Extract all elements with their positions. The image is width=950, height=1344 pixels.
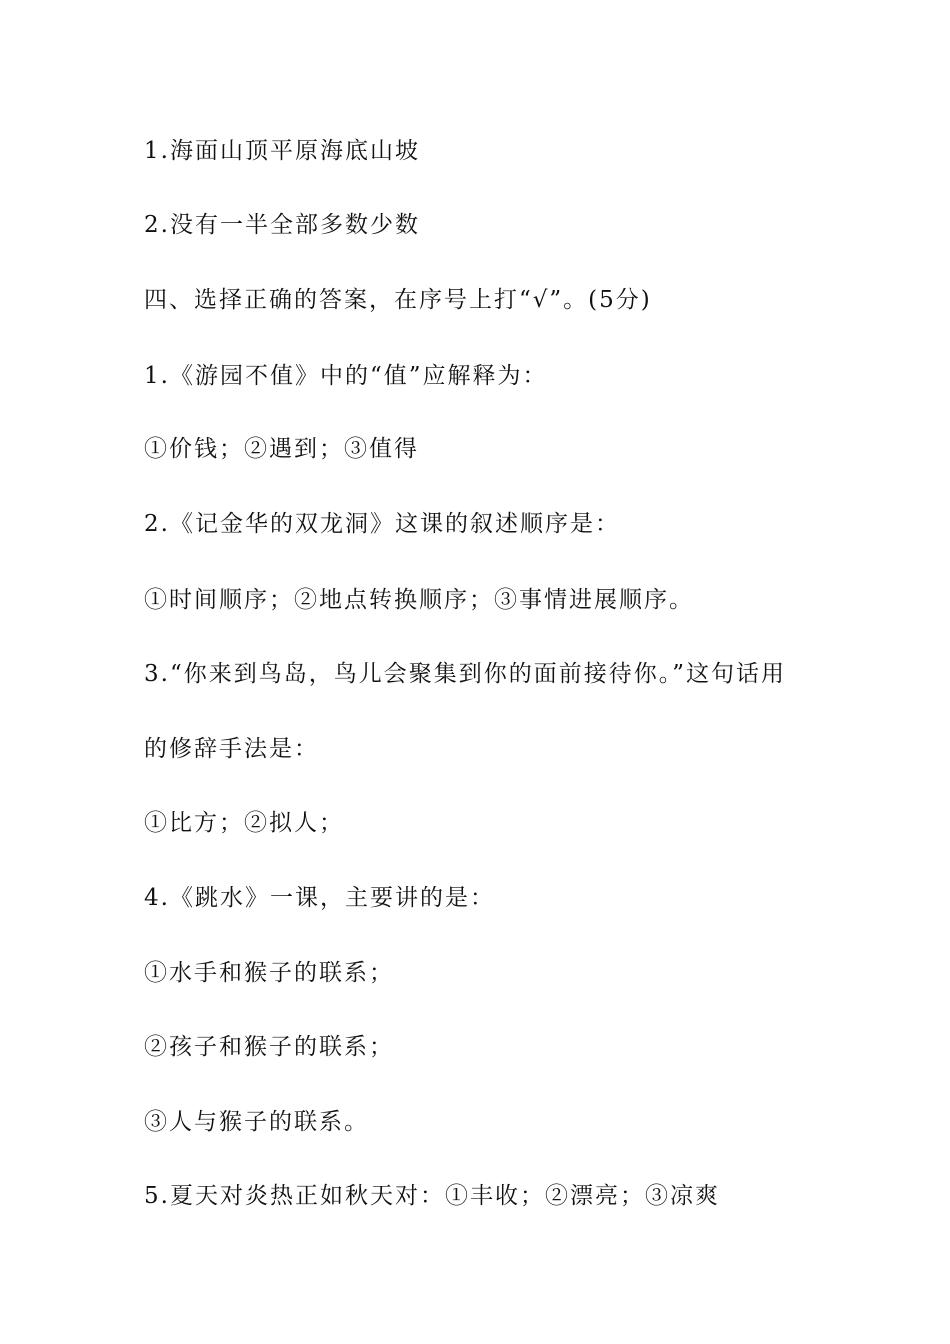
- question-4-option-1: ①水手和猴子的联系；: [144, 960, 394, 986]
- text-line-1: 1.海面山顶平原海底山坡: [144, 138, 420, 164]
- text-line-2: 2.没有一半全部多数少数: [144, 212, 420, 238]
- question-1: 1.《游园不值》中的“值”应解释为：: [144, 363, 548, 389]
- question-3: 3.“你来到鸟岛，鸟儿会聚集到你的面前接待你。”这句话用: [144, 661, 786, 687]
- question-4-option-2: ②孩子和猴子的联系；: [144, 1034, 394, 1060]
- question-5: 5.夏天对炎热正如秋天对：①丰收；②漂亮；③凉爽: [144, 1183, 720, 1209]
- question-2: 2.《记金华的双龙洞》这课的叙述顺序是：: [144, 511, 620, 537]
- question-1-options: ①价钱；②遇到；③值得: [144, 436, 419, 462]
- question-3-options: ①比方；②拟人；: [144, 810, 344, 836]
- question-4: 4.《跳水》一课，主要讲的是：: [144, 885, 495, 911]
- question-3-continued: 的修辞手法是：: [144, 736, 319, 762]
- question-2-options: ①时间顺序；②地点转换顺序；③事情进展顺序。: [144, 587, 694, 613]
- section-heading: 四、选择正确的答案，在序号上打“√”。(5分): [144, 287, 652, 313]
- question-4-option-3: ③人与猴子的联系。: [144, 1109, 369, 1135]
